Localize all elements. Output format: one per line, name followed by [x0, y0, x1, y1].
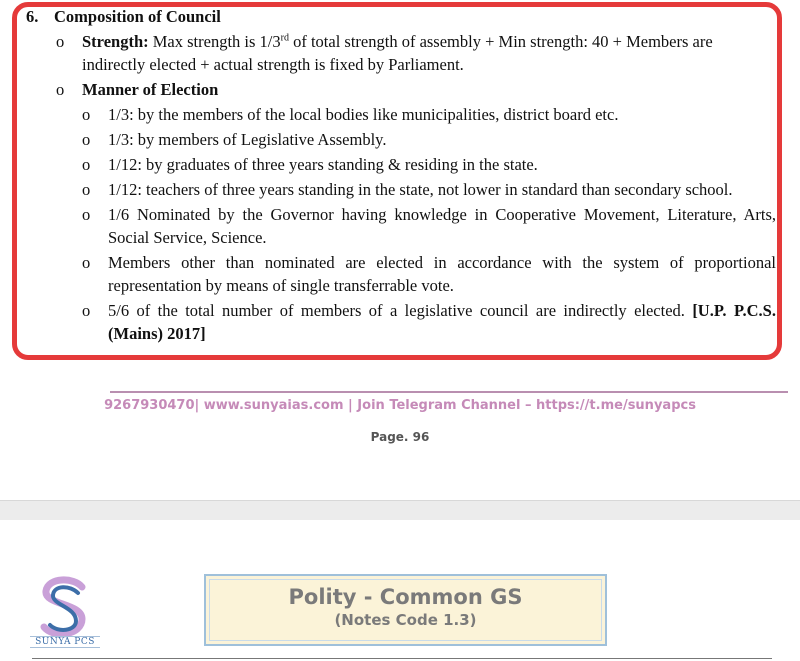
section-content	[26, 5, 776, 345]
header-divider	[32, 658, 772, 659]
strength-text: Max strength is 1/3rd of total strength of assembly + Min strength: 40 + Members are indirectly elected + actual strength is fixed by Parliament.	[82, 32, 713, 74]
bullet-icon: o	[56, 32, 65, 51]
list-item: o 1/12: teachers of three years standing in the state, not lower in standard than secondary school.	[82, 180, 733, 199]
manner-label: Manner of Election	[82, 80, 219, 99]
footer-divider	[110, 391, 788, 393]
list-item: o Members other than nominated are elected in accordance with the system of proportional representation by means of single transferrable vote.	[82, 253, 776, 295]
logo-text: SUNYA PCS	[30, 636, 100, 648]
footer-contact: 9267930470| www.sunyaias.com | Join Telegram Channel – https://t.me/sunyapcs	[104, 398, 696, 413]
bullet-icon: o	[82, 253, 91, 272]
bullet-icon: o	[82, 130, 91, 149]
title-box	[204, 574, 607, 646]
bullet-icon: o	[82, 155, 91, 174]
page-gap	[0, 500, 800, 521]
page-number: Page. 96	[370, 430, 430, 444]
document-title: Polity - Common GS	[288, 585, 523, 609]
exam-tag: [U.P. P.C.S. (Mains) 2017]	[108, 301, 776, 343]
strength-item	[26, 30, 776, 76]
bullet-icon: o	[82, 301, 91, 320]
document-subtitle: (Notes Code 1.3)	[334, 611, 477, 629]
section-title: Composition of Council	[54, 7, 221, 26]
bullet-icon: o	[56, 80, 65, 99]
section-number: 6.	[26, 7, 39, 26]
list-item: o 5/6 of the total number of members of a legislative council are indirectly elected. [U.P. P.C.S. (Mains) 2017]	[82, 301, 776, 343]
section-heading	[26, 5, 776, 28]
list-item: o 1/6 Nominated by the Governor having knowledge in Cooperative Movement, Literature, Arts, Social Service, Science.	[82, 205, 776, 247]
list-item: o 1/3: by members of Legislative Assembly.	[82, 130, 387, 149]
next-page	[0, 520, 800, 661]
bullet-icon: o	[82, 205, 91, 224]
sunya-logo-icon	[34, 575, 96, 645]
list-item: o 1/3: by the members of the local bodies like municipalities, district board etc.	[82, 105, 619, 124]
manner-heading	[26, 78, 776, 101]
bullet-icon: o	[82, 105, 91, 124]
strength-label: Strength:	[82, 32, 149, 51]
list-item: o 1/12: by graduates of three years standing & residing in the state.	[82, 155, 538, 174]
bullet-icon: o	[82, 180, 91, 199]
